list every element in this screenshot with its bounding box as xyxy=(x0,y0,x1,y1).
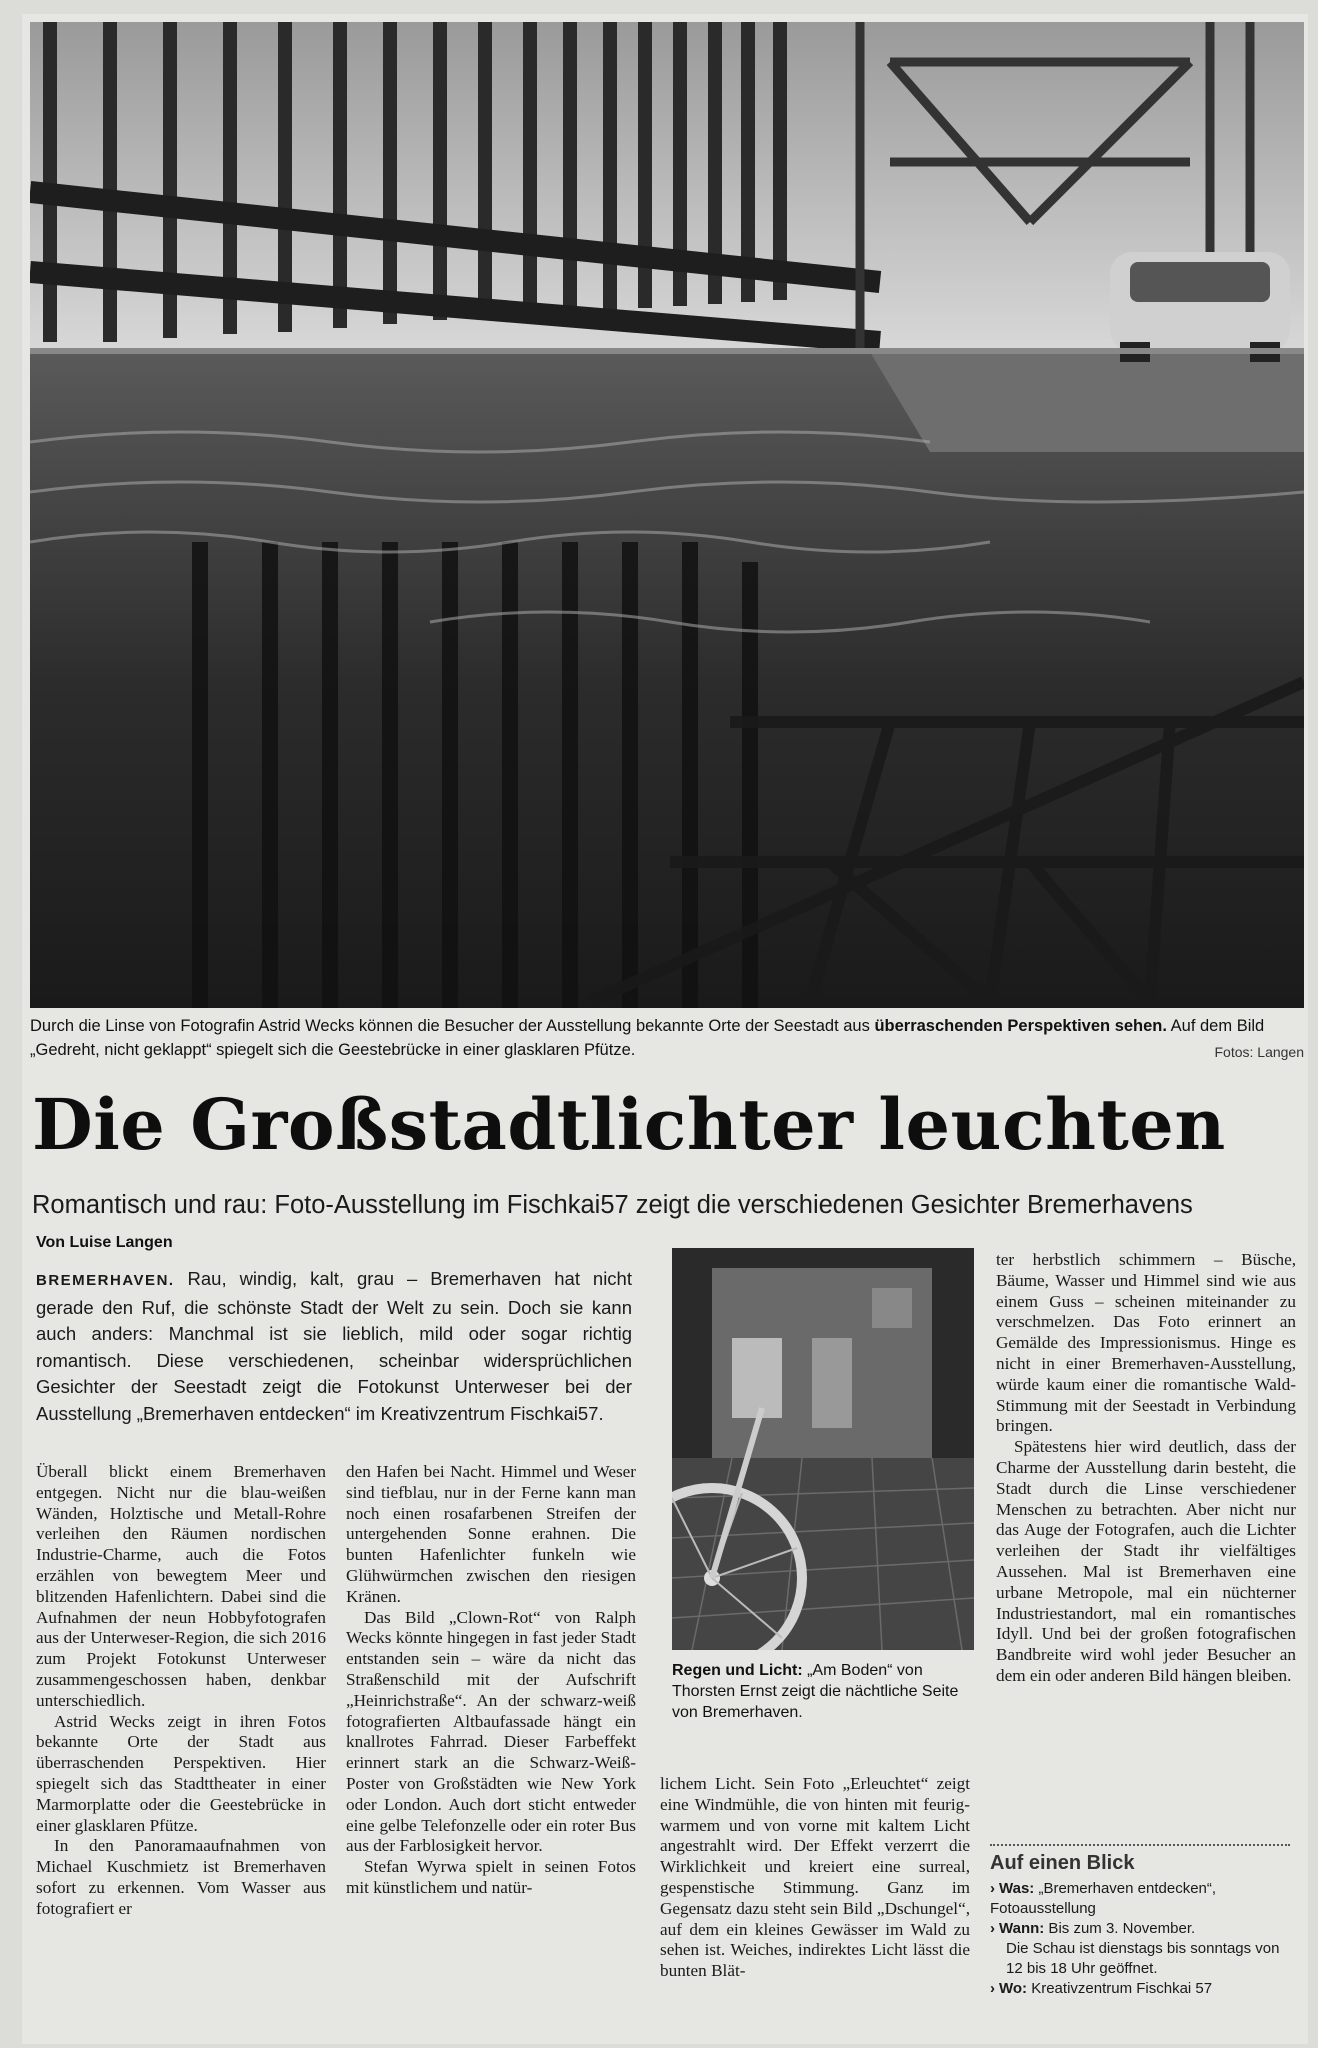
chevron-right-icon: › xyxy=(990,1880,995,1897)
bridge-reflection-illustration xyxy=(30,22,1304,1008)
info-value: Kreativzentrum Fischkai 57 xyxy=(1027,1980,1213,1997)
subheadline: Romantisch und rau: Foto-Ausstellung im Fischkai57 zeigt die verschiedenen Gesichter Bremerhavens xyxy=(32,1191,1193,1219)
dateline: BREMERHAVEN. xyxy=(36,1272,175,1289)
paragraph: Astrid Wecks zeigt in ihren Fotos bekannte Orte der Stadt aus überraschenden Perspektiven. Hier spiegelt sich das Stadttheater in einer Marmorplatte oder die Geestebrücke in einer glasklaren Pfütze. xyxy=(36,1711,326,1835)
side-photo-bicycle-street xyxy=(672,1248,974,1650)
paragraph: den Hafen bei Nacht. Himmel und Weser sind tiefblau, nur in der Ferne kann man noch einen rosafarbenen Streifen der untergehenden Sonne erahnen. Die bunten Hafenlichter funkeln wie Glühwürmchen zwischen den riesigen Kränen. xyxy=(346,1462,636,1606)
info-label: Wo: xyxy=(999,1980,1028,1997)
photo-credit: Fotos: Langen xyxy=(1214,1044,1304,1060)
car-icon xyxy=(1110,252,1290,362)
bicycle-street-illustration xyxy=(672,1248,974,1650)
caption-text-2: Auf dem Bild „Gedreht, nicht geklappt“ spiegelt sich die Geestebrücke in einer glasklaren Pfütze. xyxy=(30,1017,1265,1059)
lead-text: Rau, windig, kalt, grau – Bremerhaven hat nicht gerade den Ruf, die schönste Stadt der Welt zu sein. Doch sie kann auch anders: Manchmal ist sie lieblich, mild oder sogar richtig romantisch. Diese verschiedenen, scheinbar widersprüchlichen Gesichter der Seestadt zeigt die Fotokunst Unterweser bei der Ausstellung „Bremerhaven entdecken“ im Kreativzentrum Fischkai57. xyxy=(36,1268,632,1424)
side-caption-text: „Am Boden“ von Thorsten Ernst zeigt die nächtliche Seite von Bremerhaven. xyxy=(672,1662,959,1721)
info-value: „Bremerhaven entdecken“, Fotoausstellung xyxy=(990,1880,1217,1917)
paragraph: ter herbstlich schimmern – Büsche, Bäume, Wasser und Himmel sind wie aus einem Guss – scheinen miteinander zu verschmelzen. Das Foto erinnert an Gemälde des Impressionismus. Hinge es nicht in einer Bremerhaven-Ausstellung, würde kaum einer die romantische Wald-Stimmung mit der Seestadt in Verbindung bringen. xyxy=(996,1250,1296,1436)
paragraph: Stefan Wyrwa spielt in seinen Fotos mit künstlichem und natür- xyxy=(346,1857,636,1897)
paragraph: Das Bild „Clown-Rot“ von Ralph Wecks könnte hingegen in fast jeder Stadt entstanden sein – wäre da nicht das Straßenschild mit der Aufschrift „Heinrichstraße“. An der schwarz-weiß fotografierten Altbaufassade hängt ein knallrotes Fahrrad. Dieser Farbeffekt erinnert stark an die Schwarz-Weiß-Poster von Großstädten wie New York oder London. Auch dort sticht entweder eine gelbe Telefonzelle oder ein roter Bus aus der Farblosigkeit hervor. xyxy=(346,1607,636,1856)
body-column-2 xyxy=(346,1462,636,1899)
byline: Von Luise Langen xyxy=(36,1234,173,1251)
body-column-1 xyxy=(36,1462,326,1920)
info-value: Bis zum 3. November. xyxy=(1044,1920,1196,1937)
side-caption-bold: Regen und Licht: xyxy=(672,1662,803,1679)
paragraph: In den Panoramaaufnahmen von Michael Kuschmietz ist Bremerhaven sofort zu erkennen. Vom Wasser aus fotografiert er xyxy=(36,1836,326,1918)
body-column-3 xyxy=(660,1774,970,1982)
paragraph: Spätestens hier wird deutlich, dass der Charme der Ausstellung darin besteht, die Stadt durch die Linse verschiedener Menschen zu betrachten. Aber nicht nur das Auge der Fotografen, auch die Lichter verleihen der Stadt ihr vielfältiges Aussehen. Mal ist Bremerhaven eine urbane Metropole, mal ein nüchterner Industriestandort, mal ein romantisches Idyll. Und bei der großen fotografischen Bandbreite wird wohl jeder Besucher an dem ein oder anderen Bild hängen bleiben. xyxy=(996,1437,1296,1685)
body-column-4 xyxy=(996,1250,1296,1687)
info-row-wo xyxy=(990,1979,1290,1999)
caption-bold: überraschenden Perspektiven sehen. xyxy=(874,1017,1167,1035)
headline: Die Großstadtlichter leuchten xyxy=(32,1083,1226,1166)
paragraph: lichem Licht. Sein Foto „Erleuchtet“ zeigt eine Windmühle, die von hinten mit feurig-warmem und von vorne mit kaltem Licht angestrahlt wird. Der Effekt verzerrt die Wirklichkeit und kreiert eine surreal, gespenstische Stimmung. Ganz im Gegensatz dazu steht sein Bild „Dschungel“, auf dem ein kleines Gewässer im Wald zu sehen ist. Weiches, indirektes Licht lässt die bunten Blät- xyxy=(660,1774,970,1981)
caption-text-1: Durch die Linse von Fotografin Astrid Wecks können die Besucher der Ausstellung bekannte Orte der Seestadt aus xyxy=(30,1017,875,1035)
info-box xyxy=(990,1844,1290,1999)
info-row-wann xyxy=(990,1919,1290,1979)
chevron-right-icon: › xyxy=(990,1920,995,1937)
main-photo-bridge-reflection xyxy=(30,22,1304,1008)
info-label: Wann: xyxy=(999,1920,1045,1937)
lead-paragraph xyxy=(36,1266,632,1427)
info-row-was xyxy=(990,1879,1290,1919)
chevron-right-icon: › xyxy=(990,1980,995,1997)
main-photo-caption xyxy=(30,1014,1304,1062)
info-detail: Die Schau ist dienstags bis sonntags von 12 bis 18 Uhr geöffnet. xyxy=(1006,1940,1280,1977)
info-label: Was: xyxy=(999,1880,1035,1897)
paragraph: Überall blickt einem Bremerhaven entgegen. Nicht nur die blau-weißen Wänden, Holztische und Metall-Rohre verleihen den Räumen nordischen Industrie-Charme, auch die Fotos erzählen von bewegtem Meer und blitzenden Hafenlichtern. Dabei sind die Aufnahmen der neun Hobbyfotografen aus der Unterweser-Region, die sich 2016 zum Projekt Fotokunst Unterweser zusammengeschossen haben, denkbar unterschiedlich. xyxy=(36,1462,326,1710)
side-photo-caption xyxy=(672,1660,977,1723)
info-box-title: Auf einen Blick xyxy=(990,1852,1135,1874)
